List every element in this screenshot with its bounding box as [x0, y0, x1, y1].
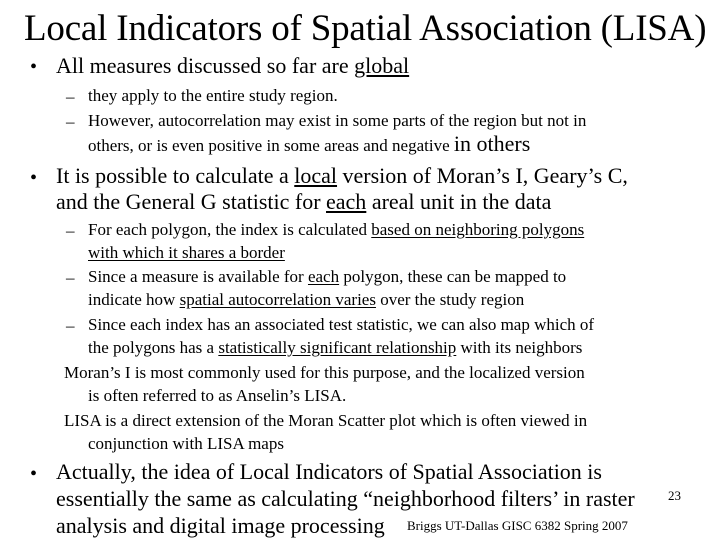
sub-2-1-dash: –: [66, 221, 75, 240]
slide-title: Local Indicators of Spatial Association (LISA): [24, 8, 707, 49]
bullet-3-line-3: analysis and digital image processing: [56, 513, 385, 538]
bullet-2-line-2-u: each: [326, 189, 367, 214]
sub-2-2-line-1-a: Since a measure is available for: [88, 267, 308, 286]
bullet-2-line-1: [56, 163, 628, 189]
sub-2-1-line-2: [88, 243, 285, 263]
bullet-3-glyph: •: [30, 463, 38, 485]
sub-1-1-dash: –: [66, 87, 75, 106]
bullet-2-line-2-b: areal unit in the data: [366, 189, 552, 214]
bullet-1-text: [56, 53, 409, 79]
footer-text: Briggs UT-Dallas GISC 6382 Spring 2007: [407, 518, 628, 533]
sub-1-2-line-1: However, autocorrelation may exist in some parts of the region but not in: [88, 111, 587, 130]
sub-2-2-dash: –: [66, 268, 75, 287]
bullet-3-line-2: essentially the same as calculating “neighborhood filters’ in raster: [56, 486, 635, 511]
bullet-2-line-2-a: and the General G statistic for: [56, 189, 327, 214]
sub-2-2-line-2-u: spatial autocorrelation varies: [179, 290, 376, 309]
sub-1-2-dash: –: [66, 112, 75, 131]
para-2-line-1: LISA is a direct extension of the Moran Scatter plot which is often viewed in: [64, 411, 588, 430]
sub-2-3-line-2-a: the polygons has a: [88, 338, 219, 357]
bullet-2-line-1-u: local: [294, 163, 338, 188]
para-2-line-2: conjunction with LISA maps: [88, 434, 284, 453]
bullet-2-line-1-a: It is possible to calculate a: [56, 163, 295, 188]
bullet-2-line-2: [56, 189, 551, 215]
sub-2-2-line-1-u: each: [307, 267, 340, 286]
para-1-line-2: is often referred to as Anselin’s LISA.: [88, 386, 347, 405]
bullet-2-glyph: •: [30, 167, 38, 189]
sub-2-2-line-2: [88, 290, 524, 310]
sub-2-2-line-2-a: indicate how: [88, 290, 180, 309]
sub-1-2-line-2-b: in others: [453, 131, 531, 156]
sub-2-1-line-2-u: with which it shares a border: [88, 243, 285, 262]
sub-2-3-line-1: Since each index has an associated test statistic, we can also map which of: [88, 315, 595, 334]
sub-2-3-dash: –: [66, 316, 75, 335]
sub-2-3-line-2-b: with its neighbors: [456, 338, 583, 357]
sub-2-2-line-1: [88, 267, 566, 287]
sub-1-1-text: they apply to the entire study region.: [88, 86, 338, 105]
bullet-3-line-1: Actually, the idea of Local Indicators of Spatial Association is: [56, 459, 602, 484]
sub-2-2-line-1-b: polygon, these can be mapped to: [339, 267, 567, 286]
sub-1-2-line-2: [88, 131, 531, 156]
bullet-1-text-main: All measures discussed so far are: [56, 53, 355, 78]
sub-2-1-line-1-a: For each polygon, the index is calculated: [88, 220, 372, 239]
bullet-1-underlined-word: global: [354, 53, 410, 78]
sub-1-2-line-2-a: others, or is even positive in some areas and negative: [88, 136, 454, 155]
page-number: 23: [668, 488, 681, 503]
sub-2-3-line-2-u: statistically significant relationship: [218, 338, 457, 357]
bullet-1-glyph: •: [30, 56, 38, 78]
sub-2-1-line-1: [88, 220, 584, 240]
para-1-line-1: Moran’s I is most commonly used for this purpose, and the localized version: [64, 363, 585, 382]
sub-2-2-line-2-b: over the study region: [375, 290, 525, 309]
sub-2-3-line-2: [88, 338, 582, 358]
bullet-2-line-1-b: version of Moran’s I, Geary’s C,: [337, 163, 628, 188]
sub-2-1-line-1-u: based on neighboring polygons: [371, 220, 585, 239]
